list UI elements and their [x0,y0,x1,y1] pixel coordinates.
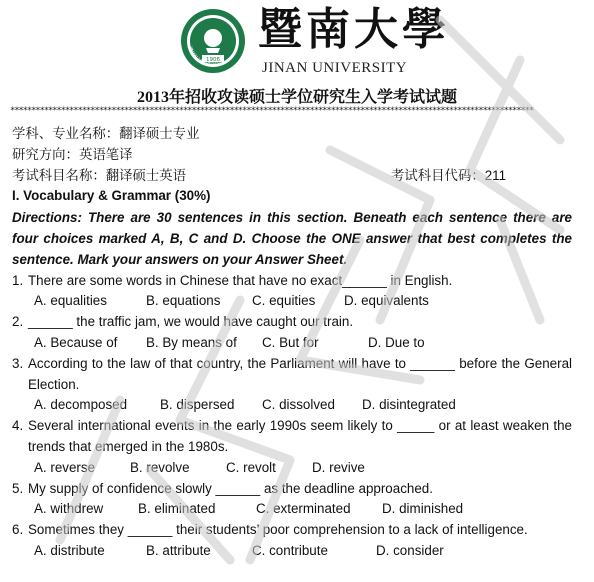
answer-option: B. dispersed [160,397,235,413]
direction-label: 研究方向： [12,146,79,162]
exam-title: 2013年招收攻读硕士学位研究生入学考试试题 [136,89,457,106]
answer-option: D. diminished [382,501,464,517]
answer-option: C. contribute [252,542,328,558]
question-text: Sometimes they ______ their students’ poor comprehension to a lack of intelligence. [28,522,528,538]
question-stem [12,354,572,396]
section-heading: I. Vocabulary & Grammar (30%) [12,188,211,204]
answer-option: A. decomposed [34,397,128,413]
answer-options [12,291,572,312]
answer-option: A. equalities [34,293,107,309]
answer-options [12,499,572,520]
answer-option: B. equations [146,293,221,309]
question-text: There are some words in Chinese that have no exact______ in English. [28,272,453,288]
answer-option: C. equities [252,293,316,309]
course-label: 考试科目名称： [12,167,106,183]
answer-option: C. dissolved [262,397,335,413]
answer-option: A. reverse [34,459,96,475]
university-seal-logo [180,8,246,74]
question-number: 4. [12,418,24,434]
subject-label: 学科、专业名称： [12,126,120,141]
question-stem [12,416,572,458]
answer-option: C. exterminated [256,501,351,517]
answer-option: D. consider [376,542,444,558]
direction-row [12,145,572,166]
question-item [12,416,572,478]
answer-options [12,458,572,479]
question-text: My supply of confidence slowly ______ as the deadline approached. [28,480,433,496]
university-name-cn: 暨南大學 [258,4,450,55]
question-stem [12,271,572,292]
question-stem [12,479,572,500]
question-item [12,271,572,313]
question-text: Several international events in the early 1990s seem likely to _____ or at least weaken the trends that emerged in the 1980s. [28,418,572,454]
answer-option: D. Due to [368,334,425,350]
svg-text:1906: 1906 [206,57,220,63]
svg-text:JINAN UNIVERSITY: JINAN UNIVERSITY [186,46,226,69]
question-stem [12,312,572,333]
answer-option: A. withdrew [34,501,104,517]
answer-options [12,395,572,416]
answer-option: B. eliminated [138,501,216,517]
course-value: 翻译硕士英语 [105,167,187,183]
question-number: 2. [12,314,24,330]
code-label: 考试科目代码： [391,167,485,183]
course-code [391,166,506,187]
answer-option: D. revive [312,459,365,475]
answer-option: D. equivalents [344,293,429,309]
question-item [12,479,572,521]
question-item [12,354,572,416]
question-text: ______ the traffic jam, we would have caught our train. [28,314,354,330]
course-row [12,166,572,187]
subject-row [12,124,572,145]
separator-line: **************************************************************************************************************************** [10,106,534,116]
question-number: 3. [12,355,24,371]
direction-value: 英语笔译 [78,146,133,162]
answer-option: C. revolt [226,459,276,475]
question-number: 5. [12,480,24,496]
question-item [12,312,572,354]
question-text: According to the law of that country, the Parliament will have to ______ before the General Election. [28,355,572,392]
page-header [0,0,594,80]
answer-option: A. Because of [34,334,118,350]
answer-option: B. revolve [130,459,190,475]
section-directions: Directions: There are 30 sentences in this section. Beneath each sentence there are four choices marked A, B, C and D. Choose the ONE answer that best completes the sentence. Mark your answers on your Answer Sheet. [12,210,572,267]
answer-options [12,541,572,562]
question-stem [12,520,572,541]
subject-value: 翻译硕士专业 [119,126,200,141]
question-number: 1. [12,272,24,288]
code-value: 211 [484,167,507,183]
answer-option: B. By means of [146,334,237,350]
question-item [12,520,572,562]
answer-option: A. distribute [34,542,105,558]
exam-content [12,124,572,562]
answer-option: D. disintegrated [362,397,456,413]
question-number: 6. [12,522,24,538]
answer-options [12,333,572,354]
university-name-en: JINAN UNIVERSITY [262,60,408,76]
answer-option: B. attribute [146,542,211,558]
question-list [12,271,572,562]
answer-option: C. But for [262,334,319,350]
